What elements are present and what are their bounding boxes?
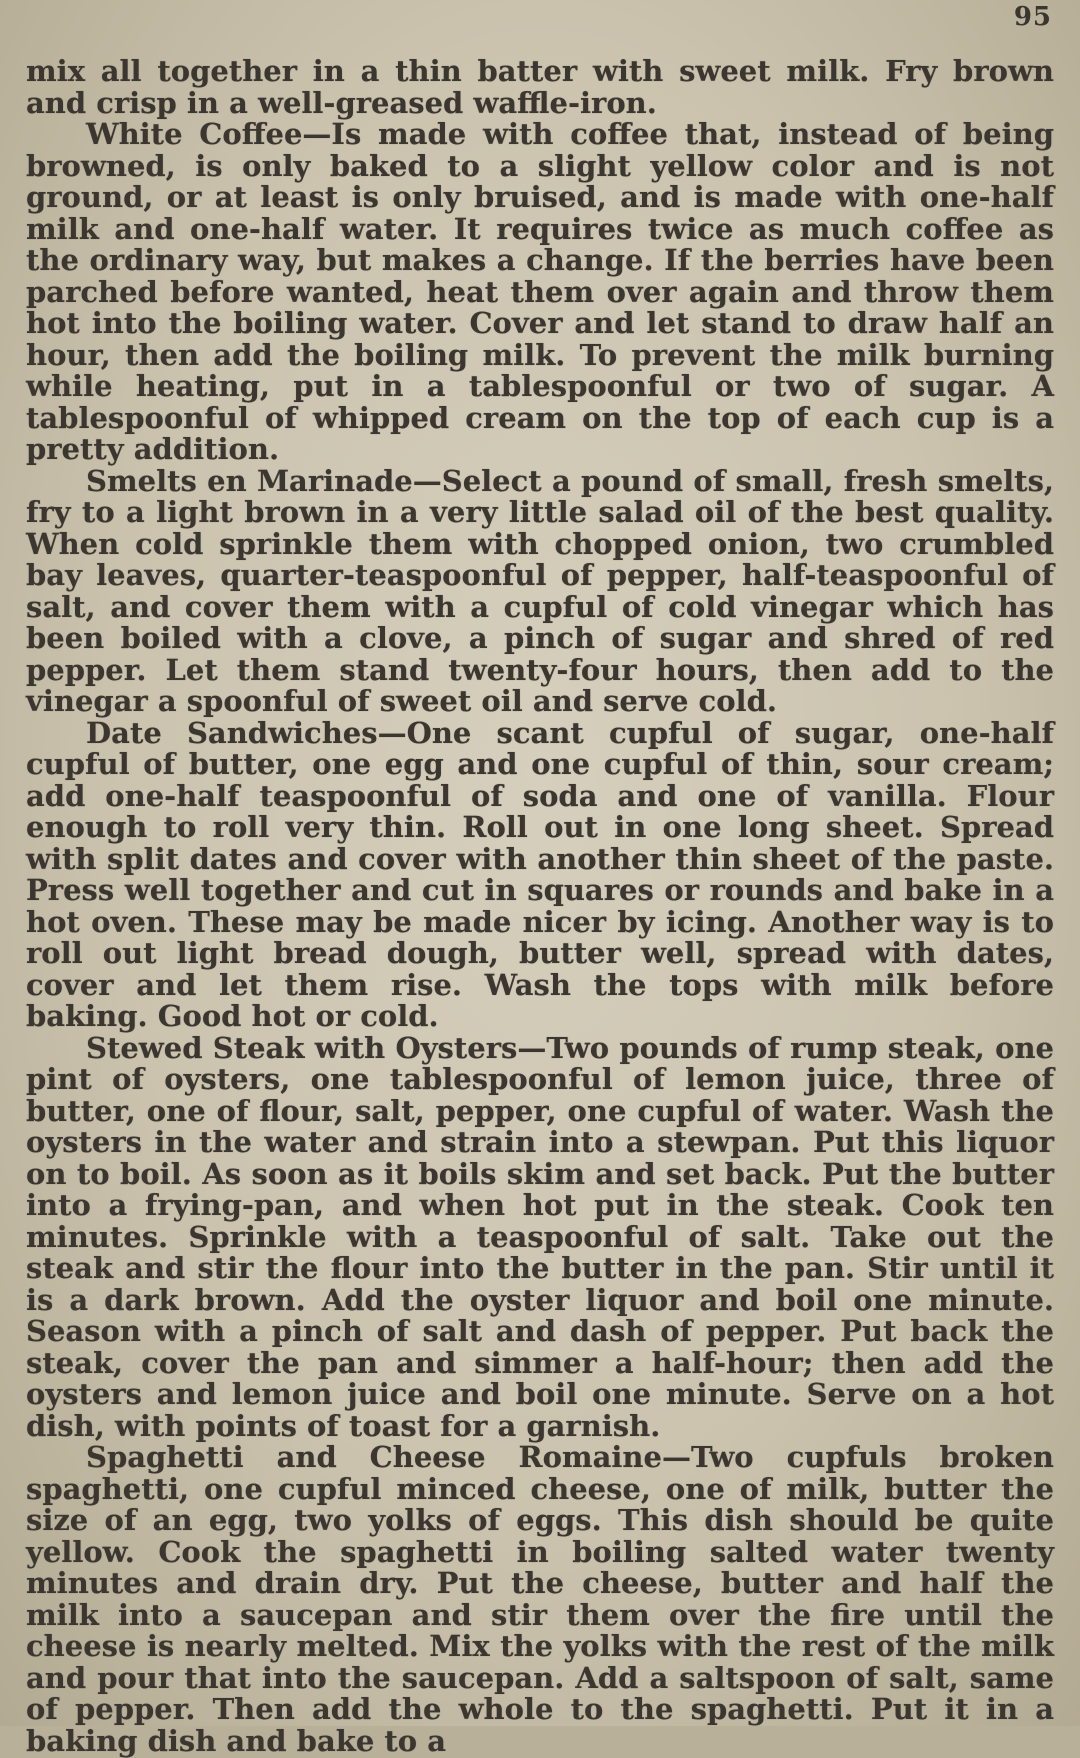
recipe-text: —Is made with coffee that, instead of being browned, is only baked to a slight yellow color and is not ground, or at least is only bruised, and is made with one-half milk and one-half water. It requires twice as much coffee as the ordinary way, but makes a change. If the berries have been parched before wanted, heat them over again and throw them hot into the boiling water. Cover and let stand to draw half an hour, then add the boiling milk. To prevent the milk burning while heating, put in a tablespoonful or two of sugar. A tablespoonful of whipped cream on the top of each cup is a pretty addition. (26, 117, 1054, 466)
recipe-title: Date Sandwiches (86, 715, 378, 750)
page-body-text (26, 56, 1054, 1757)
recipe-title: White Coffee (86, 117, 303, 151)
recipe-spaghetti-and-cheese-romaine (26, 1442, 1054, 1757)
paragraph-continued (26, 56, 1054, 119)
paragraph-text: mix all together in a thin batter with sweet milk. Fry brown and crisp in a well-greased waffle-iron. (26, 54, 1054, 120)
recipe-title: Spaghetti and Cheese Romaine (86, 1440, 662, 1474)
recipe-title: Smelts en Marinade (86, 463, 413, 498)
recipe-text: —Two cupfuls broken spaghetti, one cupful minced cheese, one of milk, butter the size of an egg, two yolks of eggs. This dish should be quite yellow. Cook the spaghetti in boiling salted water twenty minutes and drain dry. Put the cheese, butter and half the milk into a saucepan and stir them over the fire until the cheese is nearly melted. Mix the yolks with the rest of the milk and pour that into the saucepan. Add a saltspoon of salt, same of pepper. Then add the whole to the spaghetti. Put it in a baking dish and bake to a (26, 1440, 1055, 1758)
recipe-text: —Two pounds of rump steak, one pint of oysters, one tablespoonful of lemon juice, three of butter, one of flour, salt, pepper, one cupful of water. Wash the oysters in the water and strain into a stewpan. Put this liquor on to boil. As soon as it boils skim and set back. Put the butter into a frying-pan, and when hot put in the steak. Cook ten minutes. Sprinkle with a teaspoonful of salt. Take out the steak and stir the flour into the butter in the pan. Stir until it is a dark brown. Add the oyster liquor and boil one minute. Season with a pinch of salt and dash of pepper. Put back the steak, cover the pan and simmer a half-hour; then add the oysters and lemon juice and boil one minute. Serve on a hot dish, with points of toast for a garnish. (26, 1030, 1055, 1443)
page-number: 95 (1013, 2, 1052, 32)
recipe-text: —Select a pound of small, fresh smelts, fry to a light brown in a very little salad oil of the best quality. When cold sprinkle them with chopped onion, two crumbled bay leaves, quarter-teaspoonful of pepper, half-teaspoonful of salt, and cover them with a cupful of cold vinegar which has been boiled with a clove, a pinch of sugar and shred of red pepper. Let them stand twenty-four hours, then add to the vinegar a spoonful of sweet oil and serve cold. (26, 463, 1054, 718)
recipe-white-coffee (26, 119, 1054, 466)
recipe-stewed-steak-with-oysters (26, 1030, 1055, 1443)
recipe-smelts-en-marinade (26, 463, 1054, 718)
recipe-date-sandwiches (26, 715, 1054, 1033)
recipe-title: Stewed Steak with Oysters (86, 1030, 518, 1065)
recipe-text: —One scant cupful of sugar, one-half cupful of butter, one egg and one cupful of thin, sour cream; add one-half teaspoonful of soda and one of vanilla. Flour enough to roll very thin. Roll out in one long sheet. Spread with split dates and cover with another thin sheet of the paste. Press well together and cut in squares or rounds and bake in a hot oven. These may be made nicer by icing. Another way is to roll out light bread dough, butter well, spread with dates, cover and let them rise. Wash the tops with milk before baking. Good hot or cold. (26, 715, 1054, 1033)
